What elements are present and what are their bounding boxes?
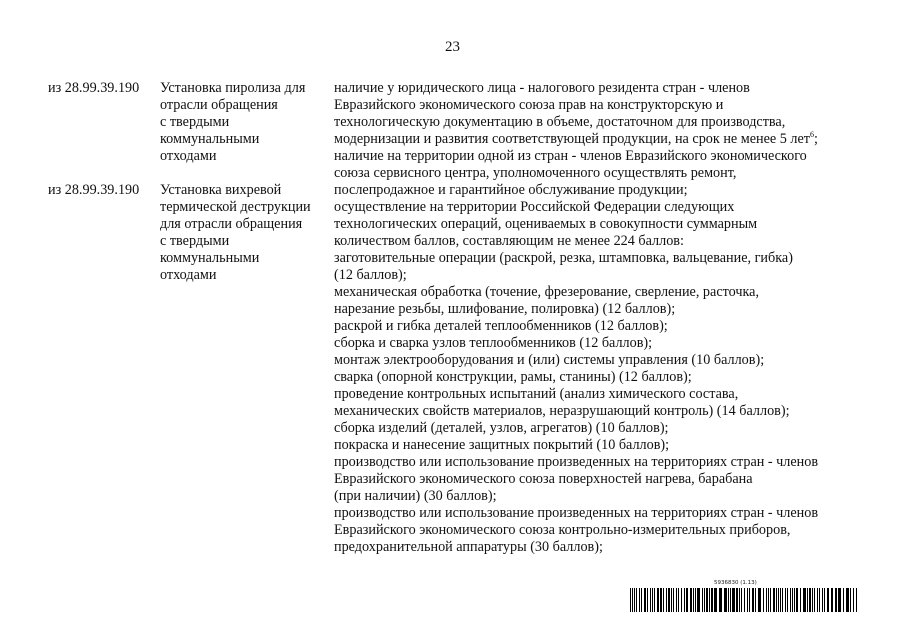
requirement-lines	[334, 148, 818, 556]
product-name-line: Установка вихревой	[160, 182, 282, 198]
requirement-line: осуществление на территории Российской Федерации следующих	[334, 199, 735, 215]
footnote-reference[interactable]: 6	[810, 130, 814, 139]
requirement-line: технологических операций, оцениваемых в совокупности суммарным	[334, 216, 758, 232]
requirement-line: сборка изделий (деталей, узлов, агрегатов) (10 баллов);	[334, 420, 669, 436]
requirement-line: сборка и сварка узлов теплообменников (12 баллов);	[334, 335, 653, 351]
requirement-line: Евразийского экономического союза контрольно-измерительных приборов,	[334, 522, 791, 538]
product-name-line: Установка пиролиза для	[160, 80, 306, 96]
document-barcode	[630, 580, 858, 614]
requirement-line: технологическую документацию в объеме, достаточном для производства,	[334, 114, 786, 130]
requirement-line: предохранительной аппаратуры (30 баллов);	[334, 539, 603, 555]
requirement-line: (при наличии) (30 баллов);	[334, 488, 497, 504]
product-name-line: отрасли обращения	[160, 97, 278, 113]
okpd2-code: из 28.99.39.190	[48, 182, 140, 198]
product-name-line: с твердыми	[160, 233, 230, 249]
requirement-line: производство или использование произведенных на территориях стран - членов	[334, 505, 819, 521]
barcode-icon	[630, 588, 858, 612]
requirement-line: наличие у юридического лица - налогового резидента стран - членов	[334, 80, 750, 96]
product-name-line: с твердыми	[160, 114, 230, 130]
requirement-text: модернизации и развития соответствующей продукции, на срок не менее 5 лет	[334, 131, 810, 147]
product-name	[160, 182, 311, 284]
product-name-line: коммунальными	[160, 131, 260, 147]
requirement-line: союза сервисного центра, уполномоченного осуществлять ремонт,	[334, 165, 737, 181]
product-name-line: для отрасли обращения	[160, 216, 303, 232]
requirement-line: проведение контрольных испытаний (анализ химического состава,	[334, 386, 739, 402]
requirement-line: нарезание резьбы, шлифование, полировка) (12 баллов);	[334, 301, 676, 317]
requirement-line: послепродажное и гарантийное обслуживание продукции;	[334, 182, 688, 198]
page-number: 23	[445, 39, 460, 55]
requirement-punctuation: ;	[814, 131, 818, 147]
requirement-line: монтаж электрооборудования и (или) системы управления (10 баллов);	[334, 352, 765, 368]
okpd2-code: из 28.99.39.190	[48, 80, 140, 96]
requirement-line	[334, 131, 818, 148]
requirement-line: Евразийского экономического союза прав на конструкторскую и	[334, 97, 724, 113]
requirement-line: (12 баллов);	[334, 267, 407, 283]
requirement-line: раскрой и гибка деталей теплообменников (12 баллов);	[334, 318, 668, 334]
requirement-line: количеством баллов, составляющим не менее 224 баллов:	[334, 233, 684, 249]
requirement-line: производство или использование произведенных на территориях стран - членов	[334, 454, 819, 470]
requirement-line: сварка (опорной конструкции, рамы, станины) (12 баллов);	[334, 369, 692, 385]
product-name	[160, 80, 305, 165]
product-name-line: отходами	[160, 267, 217, 283]
requirement-line: механических свойств материалов, неразрушающий контроль) (14 баллов);	[334, 403, 790, 419]
product-name-line: коммунальными	[160, 250, 260, 266]
product-name-line: отходами	[160, 148, 217, 164]
requirements-text	[334, 80, 818, 556]
requirement-line: механическая обработка (точение, фрезерование, сверление, расточка,	[334, 284, 760, 300]
product-name-line: термической деструкции	[160, 199, 311, 215]
requirement-line: Евразийского экономического союза поверхностей нагрева, барабана	[334, 471, 753, 487]
requirement-line: заготовительные операции (раскрой, резка, штамповка, вальцевание, гибка)	[334, 250, 793, 266]
requirement-line: покраска и нанесение защитных покрытий (10 баллов);	[334, 437, 670, 453]
barcode-caption: 5936830 (1.13)	[714, 580, 757, 586]
requirement-line: наличие на территории одной из стран - членов Евразийского экономического	[334, 148, 807, 164]
